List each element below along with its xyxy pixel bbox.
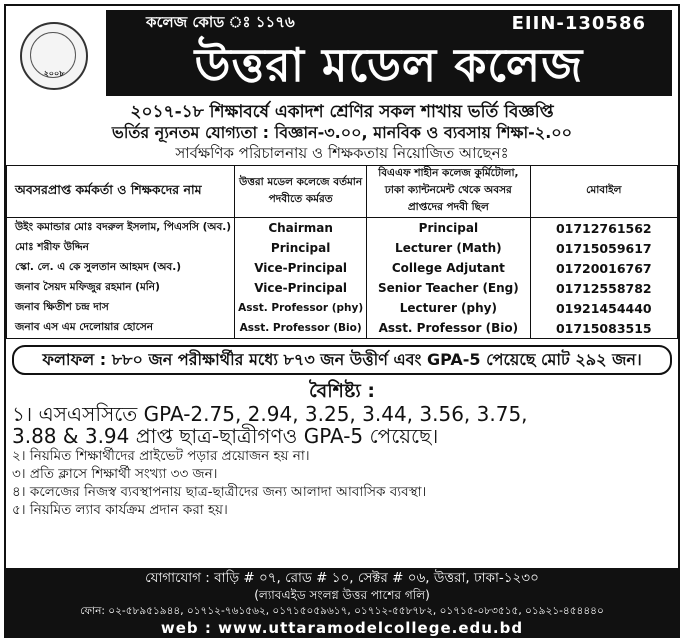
current-position: Asst. Professor (phy) bbox=[235, 298, 367, 318]
feature-item-1b: 3.88 & 3.94 প্রাপ্ত ছাত্র-ছাত্রীগণও GPA-5 পেয়েছে। bbox=[12, 424, 439, 448]
staff-name: জনাব এস এম দেলোয়ার হোসেন bbox=[7, 318, 235, 339]
mobile-number: 01921454440 bbox=[530, 298, 677, 318]
previous-position: Asst. Professor (Bio) bbox=[367, 318, 530, 339]
staff-intro: সার্বক্ষণিক পরিচালনায় ও শিক্ষকতায় নিয়োজিত আছেনঃ bbox=[175, 144, 509, 162]
column-header-mobile: মোবাইল bbox=[530, 166, 677, 218]
staff-name: মোঃ শরীফ উদ্দিন bbox=[7, 238, 235, 258]
mobile-number: 01715083515 bbox=[530, 318, 677, 339]
mobile-number: 01712558782 bbox=[530, 278, 677, 298]
column-header-previous-position: বিএএফ শাহীন কলেজ কুর্মিটোলা, ঢাকা ক্যান্টনমেন্ট থেকে অবসর প্রাপ্তদের পদবী ছিল bbox=[367, 166, 530, 218]
feature-item-5: ৫। নিয়মিত ল্যাব কার্যক্রম প্রদান করা হয়। bbox=[12, 502, 228, 518]
college-logo bbox=[20, 22, 88, 90]
eiin-number: EIIN-130586 bbox=[511, 12, 646, 34]
admission-title: ২০১৭-১৮ শিক্ষাবর্ষে একাদশ শ্রেণির সকল শাখায় ভর্তি বিজ্ঞপ্তি bbox=[130, 102, 554, 122]
logo-year: ২০০৮ bbox=[43, 69, 65, 78]
college-name: উত্তরা মডেল কলেজ bbox=[106, 34, 672, 96]
feature-item-3: ৩। প্রতি ক্লাসে শিক্ষার্থী সংখ্যা ৩৩ জন। bbox=[12, 466, 218, 482]
contact-phones: ফোন: ০২-৫৮৯৫১৯৪৪, ০১৭১২-৭৬১৫৬২, ০১৭১৫০৫৯৬১৭, ০১৭১২-৫৫৮৭৮২, ০১৭১৫-০৮৩৫১৫, ০১৯২১-৪৫৪৪৪০ bbox=[80, 605, 604, 617]
college-code: কলেজ কোড ঃ ১১৭৬ bbox=[146, 12, 295, 31]
staff-name: স্কো. লে. এ কে সুলতান আহমদ (অব.) bbox=[7, 258, 235, 278]
previous-position: Senior Teacher (Eng) bbox=[367, 278, 530, 298]
contact-address: যোগাযোগ : বাড়ি # ০৭, রোড # ১০, সেক্টর # ০৬, উত্তরা, ঢাকা-১২৩০ bbox=[145, 570, 539, 586]
code-bar bbox=[106, 10, 672, 36]
current-position: Chairman bbox=[235, 218, 367, 239]
column-header-name: অবসরপ্রাপ্ত কর্মকর্তা ও শিক্ষকদের নাম bbox=[7, 166, 235, 218]
mobile-number: 01715059617 bbox=[530, 238, 677, 258]
previous-position: College Adjutant bbox=[367, 258, 530, 278]
contact-landmark: (ল্যাবএইড সংলগ্ন উত্তর পাশের গলি) bbox=[254, 588, 430, 602]
feature-item-2: ২। নিয়মিত শিক্ষার্থীদের প্রাইভেট পড়ার প্রয়োজন হয় না। bbox=[12, 448, 310, 464]
previous-position: Principal bbox=[367, 218, 530, 239]
result-banner: ফলাফল : ৮৮০ জন পরীক্ষার্থীর মধ্যে ৮৭৩ জন উত্তীর্ণ এবং GPA-5 পেয়েছে মোট ২৯২ জন। bbox=[12, 345, 672, 375]
staff-name: জনাব ক্ষিতীশ চন্দ্র দাস bbox=[7, 298, 235, 318]
admission-requirements: ভর্তির ন্যূনতম যোগ্যতা : বিজ্ঞান-৩.০০, মানবিক ও ব্যবসায় শিক্ষা-২.০০ bbox=[111, 123, 573, 142]
feature-item-1a: ১। এসএসসিতে GPA-2.75, 2.94, 3.25, 3.44, 3.56, 3.75, bbox=[12, 402, 528, 426]
mobile-number: 01712761562 bbox=[530, 218, 677, 239]
current-position: Asst. Professor (Bio) bbox=[235, 318, 367, 339]
header bbox=[6, 4, 678, 100]
column-header-current-position: উত্তরা মডেল কলেজে বর্তমান পদবীতে কর্মরত bbox=[235, 166, 367, 218]
previous-position: Lecturer (Math) bbox=[367, 238, 530, 258]
contact-footer bbox=[4, 568, 680, 638]
feature-item-4: ৪। কলেজের নিজস্ব ব্যবস্থাপনায় ছাত্র-ছাত্রীদের জন্য আলাদা আবাসিক ব্যবস্থা। bbox=[12, 484, 427, 500]
current-position: Vice-Principal bbox=[235, 278, 367, 298]
current-position: Vice-Principal bbox=[235, 258, 367, 278]
staff-name: উইং কমান্ডার মোঃ বদরুল ইসলাম, পিএসসি (অব.) bbox=[7, 218, 235, 239]
staff-name: জনাব সৈয়দ মফিজুর রহমান (মনি) bbox=[7, 278, 235, 298]
previous-position: Lecturer (phy) bbox=[367, 298, 530, 318]
current-position: Principal bbox=[235, 238, 367, 258]
mobile-number: 01720016767 bbox=[530, 258, 677, 278]
features-title: বৈশিষ্ট্য : bbox=[308, 380, 376, 402]
website-link[interactable]: web : www.uttaramodelcollege.edu.bd bbox=[160, 619, 524, 637]
